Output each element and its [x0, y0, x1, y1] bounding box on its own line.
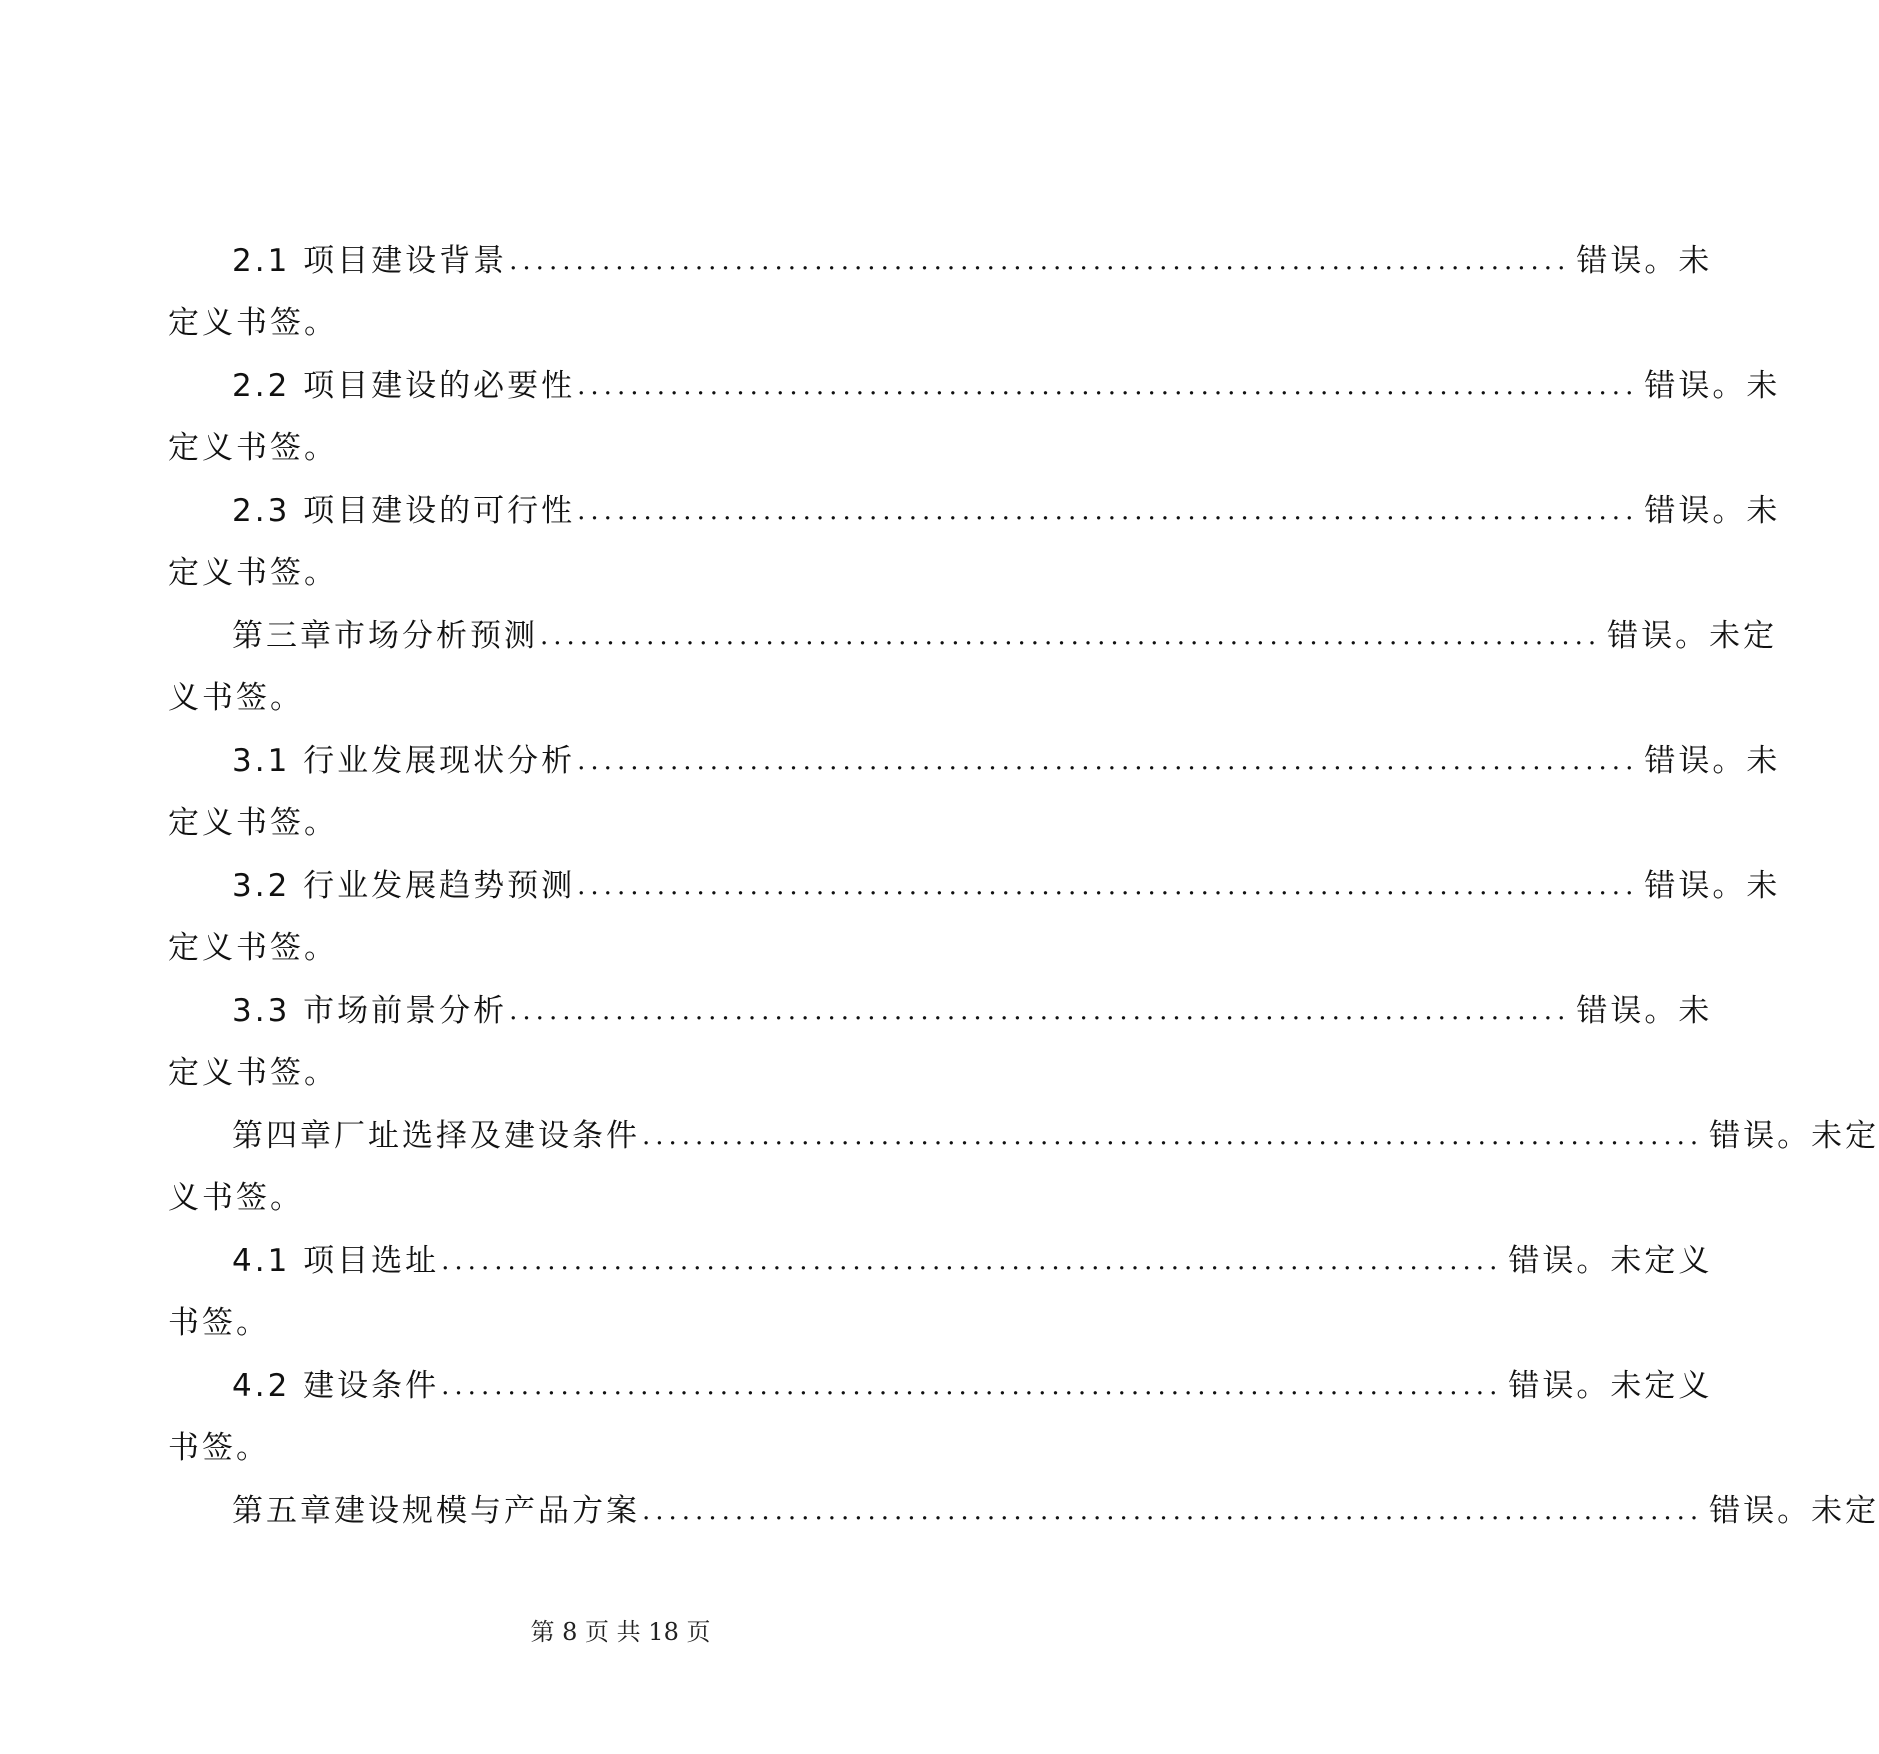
toc-entry-line [232, 1355, 1713, 1417]
toc-entry-ref: 错误。未定 [1709, 1118, 1879, 1154]
toc-entry-line [232, 480, 1781, 542]
toc-entry-line [232, 980, 1713, 1042]
dot-leader: ................................................................................ [441, 1371, 1503, 1401]
dot-leader: ................................................................................ [577, 371, 1639, 401]
toc-entry-ref-continued: 定义书签。 [168, 1055, 338, 1091]
table-of-contents [168, 230, 1879, 1605]
toc-entry-3-3[interactable] [168, 980, 1713, 1105]
toc-entry-ref-continued: 书签。 [168, 1305, 270, 1341]
toc-entry-ref-continued: 定义书签。 [168, 930, 338, 966]
dot-leader: ................................................................................ [642, 1121, 1704, 1151]
toc-entry-chapter-4[interactable] [168, 1105, 1879, 1230]
toc-entry-line [232, 1230, 1713, 1292]
toc-entry-title: 2.1 项目建设背景 [232, 243, 508, 279]
toc-entry-ref: 错误。未定 [1709, 1493, 1879, 1529]
toc-entry-chapter-3[interactable] [168, 605, 1778, 730]
toc-entry-ref-continued: 义书签。 [168, 1180, 304, 1216]
toc-entry-ref: 错误。未 [1644, 493, 1781, 529]
toc-entry-ref-continued: 书签。 [168, 1430, 270, 1466]
toc-entry-title: 第五章建设规模与产品方案 [232, 1493, 640, 1529]
toc-entry-line [232, 1105, 1879, 1167]
toc-entry-ref-continued: 定义书签。 [168, 805, 338, 841]
toc-entry-3-1[interactable] [168, 730, 1781, 855]
toc-entry-title: 第三章市场分析预测 [232, 618, 538, 654]
toc-entry-ref: 错误。未 [1644, 743, 1781, 779]
dot-leader: ................................................................................ [642, 1496, 1704, 1526]
dot-leader: ................................................................................ [540, 621, 1602, 651]
toc-entry-ref: 错误。未定义 [1508, 1243, 1713, 1279]
toc-entry-line [232, 605, 1778, 667]
toc-entry-ref-continued: 定义书签。 [168, 555, 338, 591]
toc-entry-ref: 错误。未 [1644, 868, 1781, 904]
dot-leader: ................................................................................ [509, 246, 1571, 276]
toc-entry-title: 3.3 市场前景分析 [232, 993, 508, 1029]
toc-entry-title: 第四章厂址选择及建设条件 [232, 1118, 640, 1154]
toc-entry-2-2[interactable] [168, 355, 1781, 480]
dot-leader: ................................................................................ [509, 996, 1571, 1026]
toc-entry-ref-continued: 义书签。 [168, 680, 304, 716]
toc-entry-4-2[interactable] [168, 1355, 1713, 1480]
toc-entry-line [232, 1480, 1879, 1542]
toc-entry-title: 4.1 项目选址 [232, 1243, 440, 1279]
toc-entry-2-1[interactable] [168, 230, 1713, 355]
dot-leader: ................................................................................ [577, 871, 1639, 901]
toc-entry-line [232, 355, 1781, 417]
toc-entry-ref: 错误。未 [1576, 993, 1713, 1029]
dot-leader: ................................................................................ [577, 746, 1639, 776]
toc-entry-title: 3.2 行业发展趋势预测 [232, 868, 576, 904]
toc-entry-line [232, 855, 1781, 917]
toc-entry-ref: 错误。未定义 [1508, 1368, 1713, 1404]
toc-entry-title: 3.1 行业发展现状分析 [232, 743, 576, 779]
toc-entry-ref-continued: 定义书签。 [168, 305, 338, 341]
toc-entry-ref: 错误。未 [1576, 243, 1713, 279]
toc-entry-ref: 错误。未 [1644, 368, 1781, 404]
dot-leader: ................................................................................ [577, 496, 1639, 526]
toc-entry-line [232, 730, 1781, 792]
toc-entry-title: 2.2 项目建设的必要性 [232, 368, 576, 404]
toc-entry-4-1[interactable] [168, 1230, 1713, 1355]
dot-leader: ................................................................................ [441, 1246, 1503, 1276]
toc-entry-chapter-5[interactable] [168, 1480, 1879, 1605]
toc-entry-ref-continued: 定义书签。 [168, 430, 338, 466]
toc-entry-title: 4.2 建设条件 [232, 1368, 440, 1404]
toc-entry-2-3[interactable] [168, 480, 1781, 605]
toc-entry-ref: 错误。未定 [1607, 618, 1778, 654]
toc-entry-line [232, 230, 1713, 292]
page-footer: 第 8 页 共 18 页 [530, 1618, 711, 1646]
toc-entry-3-2[interactable] [168, 855, 1781, 980]
toc-entry-title: 2.3 项目建设的可行性 [232, 493, 576, 529]
